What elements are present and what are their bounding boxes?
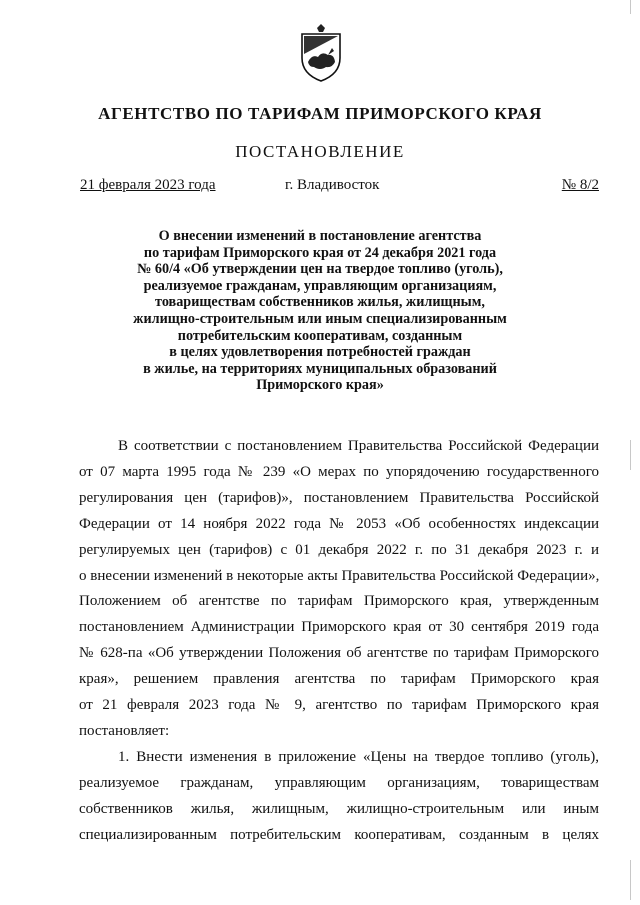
body-line: реализуемое гражданам, управляющим организациям, товариществам xyxy=(79,774,599,791)
body-line: 1. Внести изменения в приложение «Цены на твердое топливо (уголь), xyxy=(118,748,599,765)
document-type: ПОСТАНОВЛЕНИЕ xyxy=(235,142,405,161)
subject-line: О внесении изменений в постановление агентства xyxy=(158,228,482,244)
body-line: регулирования цен (тарифов)», постановлением Правительства Российской xyxy=(79,489,599,506)
body-line: от 21 февраля 2023 года № 9, агентство по тарифам Приморского края xyxy=(79,697,599,714)
body-line: № 628-па «Об утверждении Положения об агентстве по тарифам Приморского xyxy=(79,645,599,662)
body-line: Федерации от 14 ноября 2022 года № 2053 «Об особенностях индексации xyxy=(79,515,599,532)
scan-edge-mark xyxy=(630,440,631,470)
subject-line: Приморского края» xyxy=(256,377,384,394)
agency-name: АГЕНТСТВО ПО ТАРИФАМ ПРИМОРСКОГО КРАЯ xyxy=(98,104,542,123)
document-subject xyxy=(110,228,530,394)
body-line: от 07 марта 1995 года № 239 «О мерах по упорядочению государственного xyxy=(79,463,599,480)
document-body xyxy=(79,434,599,849)
body-line: о внесении изменений в некоторые акты Правительства Российской Федерации», xyxy=(79,567,600,584)
scan-edge-mark xyxy=(630,860,631,900)
scan-edge-mark xyxy=(630,0,631,14)
body-line: постановляет: xyxy=(79,722,170,739)
body-line: собственников жилья, жилищным, жилищно-строительным или иным xyxy=(79,800,599,817)
subject-line: реализуемое гражданам, управляющим организациям, xyxy=(143,277,497,294)
body-line: постановлением Администрации Приморского края от 30 сентября 2019 года xyxy=(79,619,599,636)
body-line: Положением об агентстве по тарифам Приморского края, утвержденным xyxy=(79,593,599,610)
subject-line: в жилье, на территориях муниципальных образований xyxy=(143,360,497,377)
subject-line: жилищно-строительным или иным специализированным xyxy=(133,310,507,327)
subject-line: № 60/4 «Об утверждении цен на твердое топливо (уголь), xyxy=(137,261,503,278)
subject-line: потребительским кооперативам, созданным xyxy=(177,327,463,344)
subject-line: по тарифам Приморского края от 24 декабря 2021 года xyxy=(143,244,497,261)
body-line: края», решением правления агентства по тарифам Приморского края xyxy=(79,671,599,688)
primorsky-krai-coat-of-arms xyxy=(300,24,342,82)
body-line: В соответствии с постановлением Правительства Российской Федерации xyxy=(118,438,599,454)
document-city: г. Владивосток xyxy=(285,177,380,193)
body-line: регулируемых цен (тарифов) с 01 декабря 2022 г. по 31 декабря 2023 г. и xyxy=(79,541,599,558)
subject-line: товариществам собственников жилья, жилищным, xyxy=(155,294,485,311)
document-date: 21 февраля 2023 года xyxy=(80,177,216,193)
body-line: специализированным потребительским кооперативам, созданным в целях xyxy=(79,826,599,843)
document-number: № 8/2 xyxy=(561,177,599,193)
subject-line: в целях удовлетворения потребностей граждан xyxy=(169,344,471,361)
